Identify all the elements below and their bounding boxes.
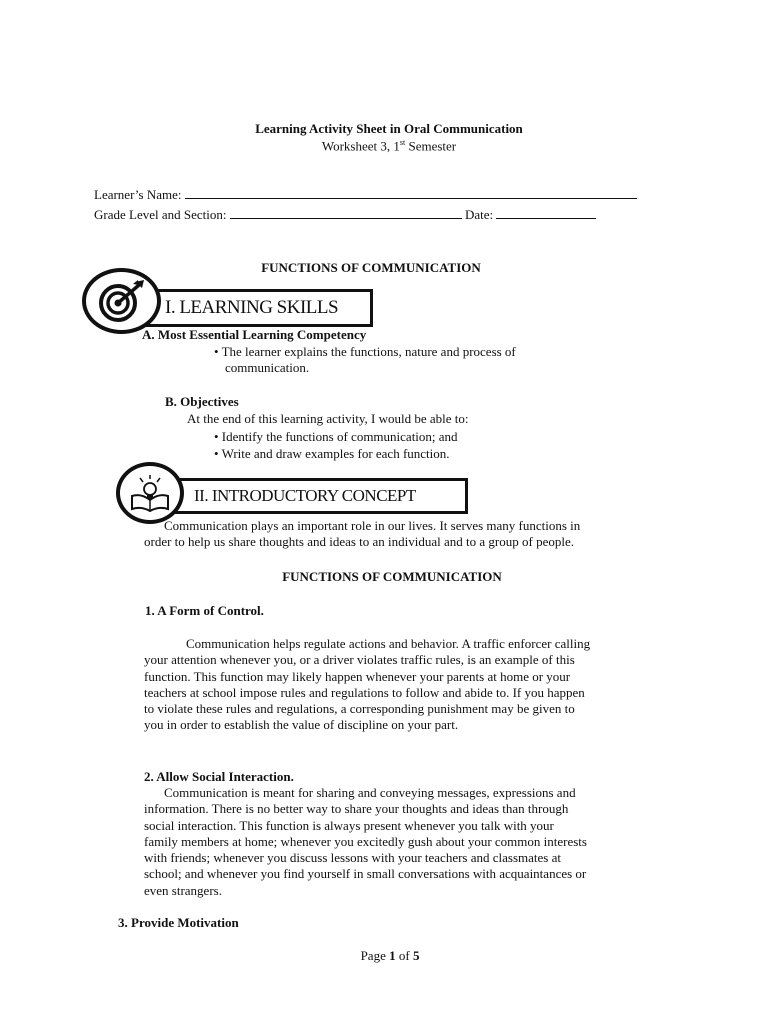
date-label: Date: (464, 207, 494, 222)
paragraph-line: to violate these rules and regulations, a corresponding punishment may be given to (144, 701, 575, 717)
introductory-concept-banner (162, 478, 468, 514)
learning-skills-banner (130, 289, 373, 327)
function-heading: 3. Provide Motivation (118, 915, 239, 930)
learner-name-row (94, 187, 637, 203)
intro-line: order to help us share thoughts and ideas to an individual and to a group of people. (144, 534, 574, 550)
grade-date-row (94, 207, 596, 223)
function-paragraph (144, 785, 680, 899)
melc-bullet-line1: • The learner explains the functions, nature and process of (214, 344, 516, 359)
learning-skills-title: I. LEARNING SKILLS (165, 297, 339, 318)
paragraph-line: Communication is meant for sharing and conveying messages, expressions and (164, 785, 576, 800)
target-icon (82, 268, 161, 334)
grade-section-label: Grade Level and Section: (94, 207, 227, 222)
function-heading: 2. Allow Social Interaction. (144, 769, 294, 784)
of-word: of (395, 948, 413, 963)
learner-name-blank[interactable] (185, 187, 637, 199)
page-current: 1 (389, 948, 396, 963)
subtitle-superscript: st (399, 138, 406, 147)
book-lightbulb-icon (116, 462, 184, 524)
subtitle-suffix: Semester (405, 138, 457, 154)
learner-name-label: Learner’s Name: (94, 187, 182, 202)
function-heading: 1. A Form of Control. (145, 603, 264, 618)
paragraph-line: social interaction. This function is always present whenever you talk with your (144, 817, 554, 833)
paragraph-line: your attention whenever you, or a driver violates traffic rules, is an example of this (144, 652, 575, 668)
paragraph-line: family members at home; whenever you excitedly gush about your common interests (144, 833, 587, 849)
main-heading: FUNCTIONS OF COMMUNICATION (261, 260, 481, 275)
date-blank[interactable] (496, 207, 596, 219)
page-total: 5 (412, 948, 420, 963)
document-subtitle (0, 138, 768, 154)
objective-item: • Write and draw examples for each function. (214, 446, 450, 461)
page-word: Page (360, 948, 390, 963)
objective-item: • Identify the functions of communication; and (214, 429, 458, 444)
function-paragraph (144, 636, 684, 734)
paragraph-line: Communication helps regulate actions and behavior. A traffic enforcer calling (186, 636, 591, 651)
paragraph-line: you in order to establish the value of discipline on your part. (144, 717, 459, 733)
functions-heading: FUNCTIONS OF COMMUNICATION (282, 569, 502, 584)
introductory-concept-title: II. INTRODUCTORY CONCEPT (194, 486, 416, 505)
objectives-heading: B. Objectives (165, 394, 239, 409)
paragraph-line: even strangers. (144, 882, 222, 898)
page-footer (0, 948, 768, 964)
objectives-intro: At the end of this learning activity, I would be able to: (187, 411, 469, 426)
intro-paragraph (144, 518, 680, 551)
melc-heading: A. Most Essential Learning Competency (142, 327, 367, 342)
grade-section-blank[interactable] (230, 207, 462, 219)
melc-bullet-line2: communication. (225, 360, 310, 375)
paragraph-line: school; and whenever you find yourself in small conversations with acquaintances or (144, 866, 587, 882)
intro-line: Communication plays an important role in our lives. It serves many functions in (164, 518, 581, 533)
subtitle-prefix: Worksheet 3, 1 (321, 138, 400, 154)
paragraph-line: function. This function may likely happen whenever your parents at home or your (144, 668, 571, 684)
paragraph-line: with friends; whenever you discuss lessons with your teachers and classmates at (144, 850, 561, 866)
paragraph-line: information. There is no better way to share your thoughts and ideas than through (144, 801, 569, 817)
paragraph-line: teachers at school impose rules and regulations to follow and abide to. If you happen (144, 684, 585, 700)
document-title: Learning Activity Sheet in Oral Communication (255, 121, 523, 136)
